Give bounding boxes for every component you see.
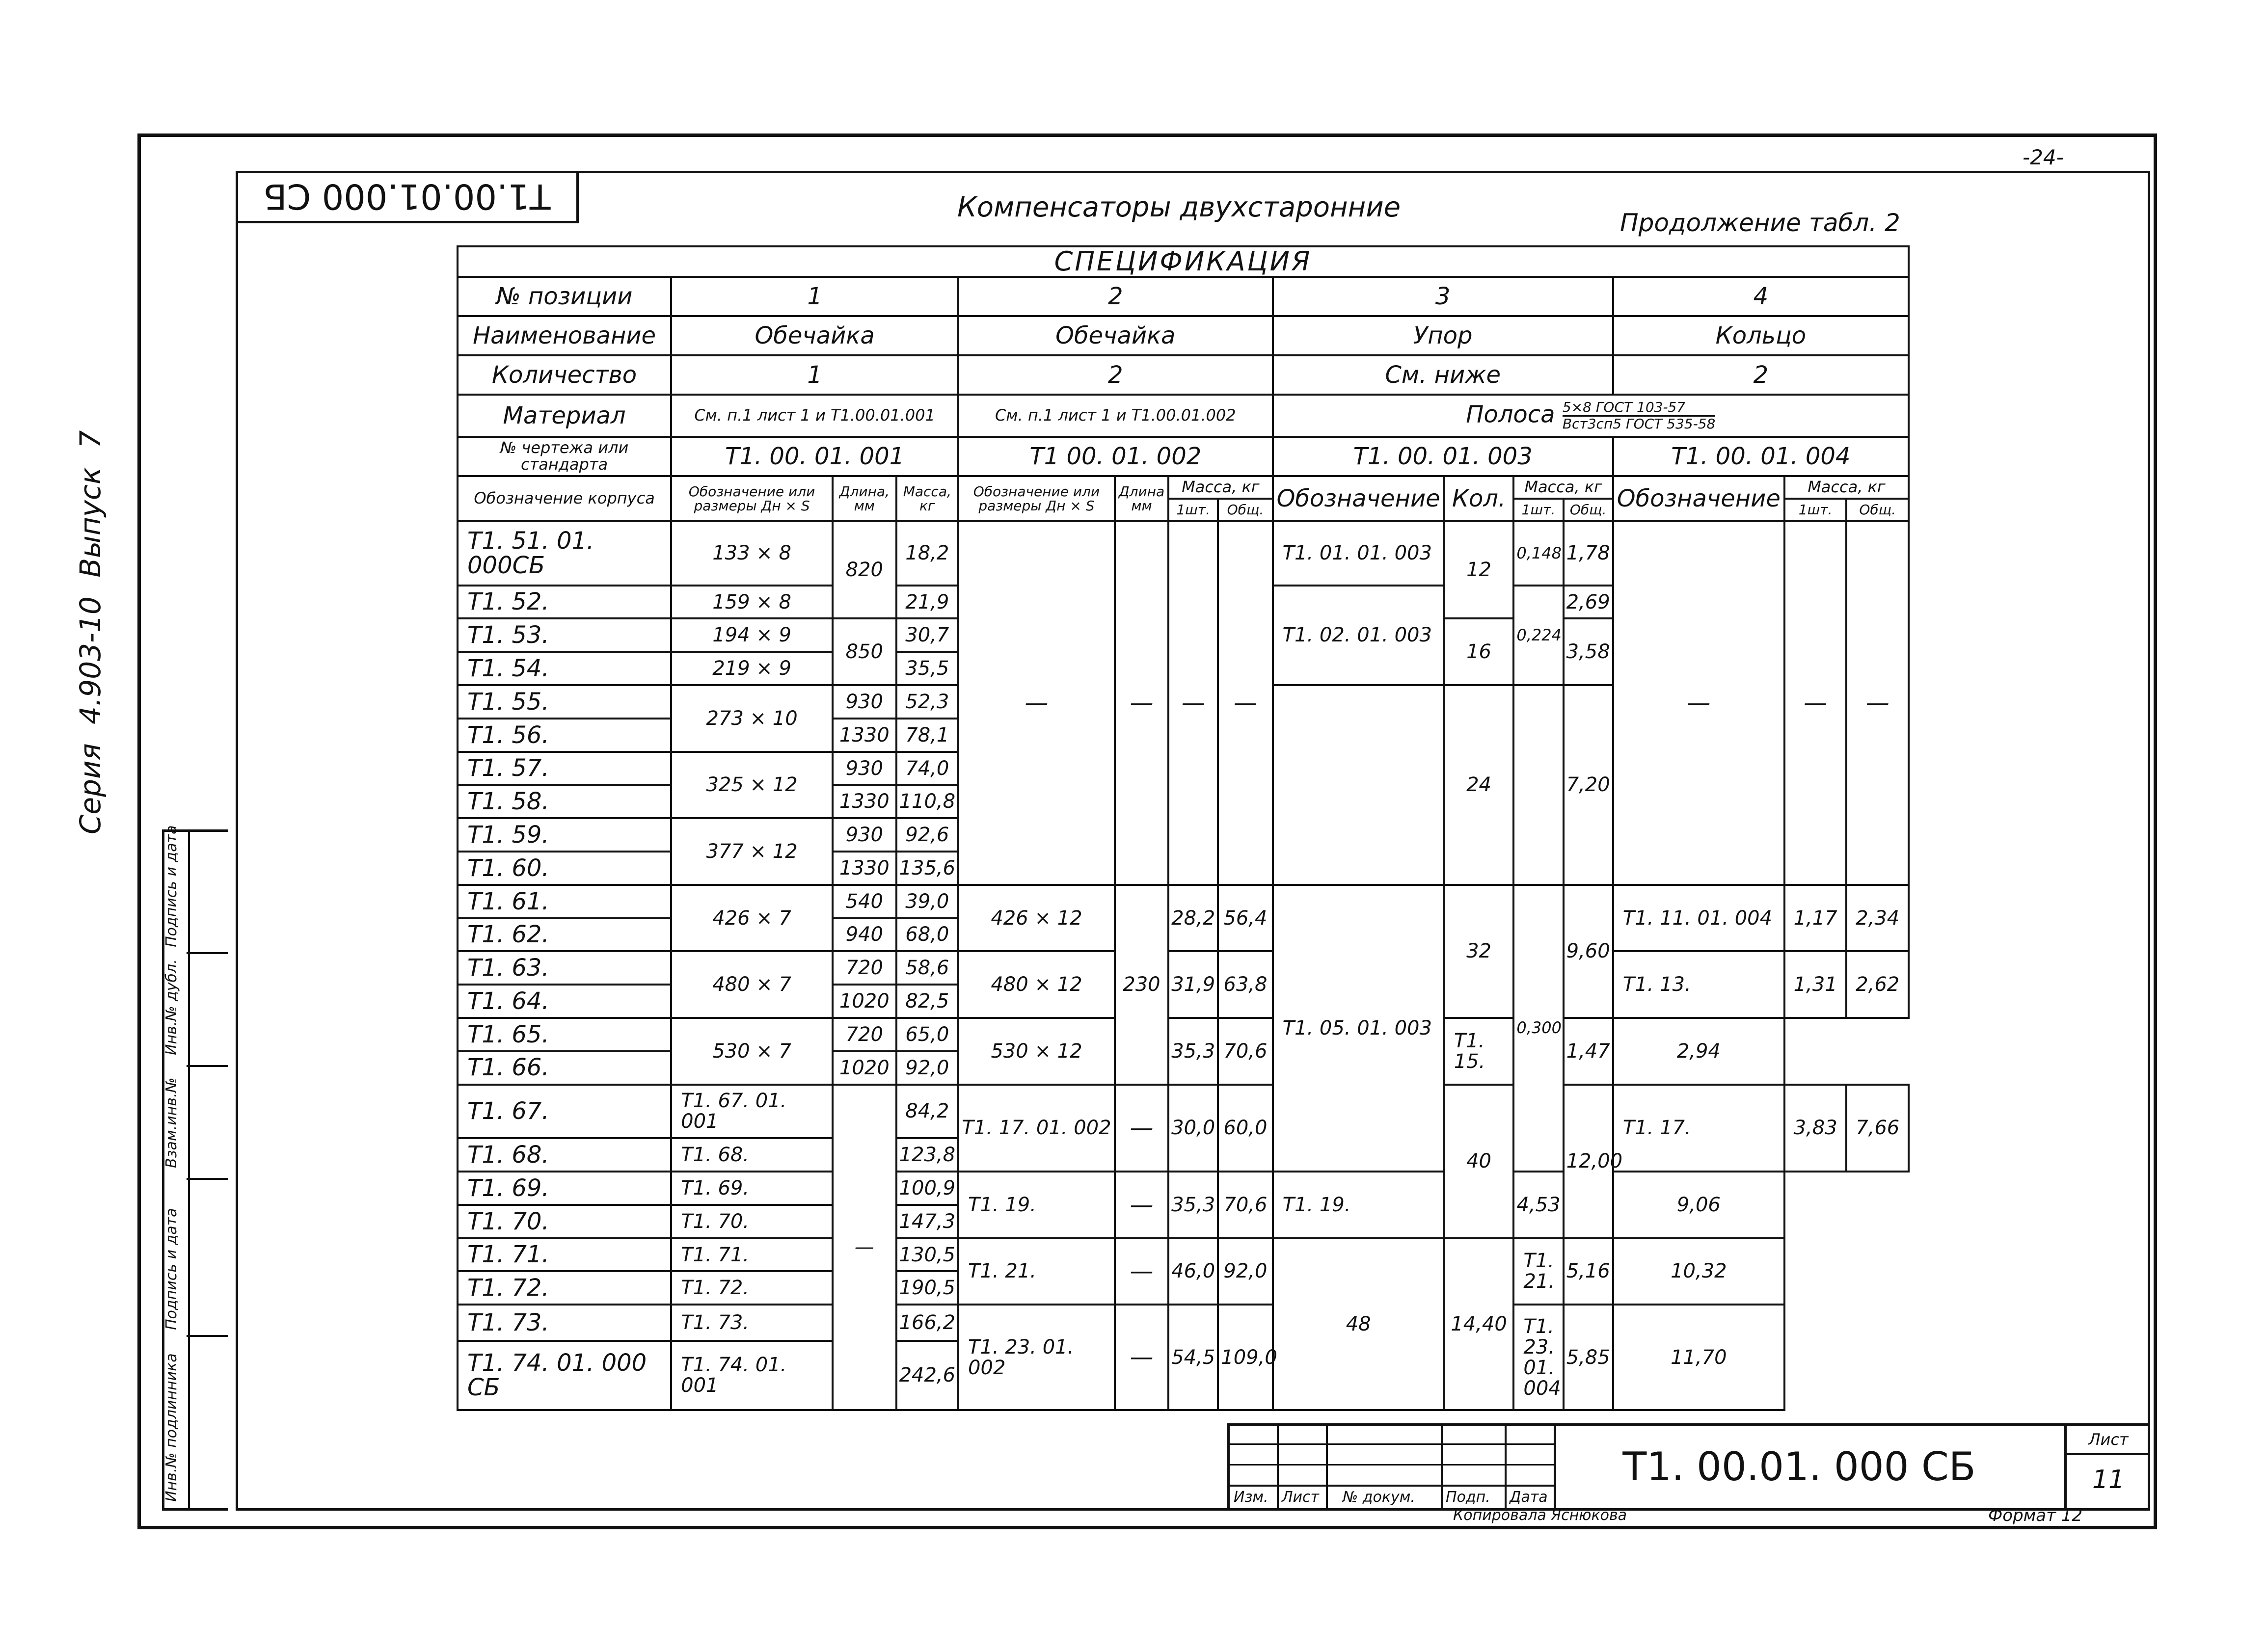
p3-mt: 9,60 [1564, 885, 1613, 1018]
p2-m1: 30,0 [1168, 1085, 1218, 1172]
p1-len: 720 [833, 951, 896, 985]
body-code: Т1. 64. [458, 985, 671, 1018]
p1-desig: Т1. 67. 01. 001 [671, 1085, 833, 1139]
p1-len: — [833, 1085, 896, 1410]
p1-desig: 273 × 10 [671, 685, 833, 752]
body-code: Т1. 56. [458, 719, 671, 752]
pos-1: 1 [671, 277, 958, 316]
p1-desig: 159 × 8 [671, 586, 833, 619]
body-code: Т1. 55. [458, 685, 671, 719]
page-number: -24- [2023, 145, 2064, 169]
p1-mass: 58,6 [896, 951, 958, 985]
p1-mass: 135,6 [896, 852, 958, 885]
p1-len: 1330 [833, 719, 896, 752]
body-code: Т1. 58. [458, 785, 671, 818]
p1-mass: 242,6 [896, 1341, 958, 1410]
material-1: См. п.1 лист 1 и Т1.00.01.001 [671, 395, 958, 437]
p3-desig-empty [1273, 685, 1444, 885]
p2-m1: 35,3 [1168, 1172, 1218, 1238]
p4-m1: 1,31 [1784, 951, 1846, 1018]
body-code: Т1. 68. [458, 1138, 671, 1172]
p2-desig: 426 × 12 [958, 885, 1115, 952]
p2-len: 230 [1115, 885, 1168, 1085]
p4-desig: Т1. 19. [1273, 1172, 1444, 1238]
body-code: Т1. 74. 01. 000 СБ [458, 1341, 671, 1410]
p1-len: 1020 [833, 1051, 896, 1085]
p2-len-dash: — [1115, 1172, 1168, 1238]
p2-mt: 60,0 [1218, 1085, 1272, 1172]
body-code: Т1. 67. [458, 1085, 671, 1139]
h4-mt: Общ. [1846, 499, 1909, 521]
p3-m1: 0,148 [1513, 521, 1563, 586]
body-code: Т1. 59. [458, 818, 671, 852]
p1-desig: 325 × 12 [671, 752, 833, 819]
p2-len-dash: — [1115, 1238, 1168, 1305]
p1-mass: 52,3 [896, 685, 958, 719]
p1-len: 1330 [833, 852, 896, 885]
p4-m1: 3,83 [1784, 1085, 1846, 1172]
p2-desig: Т1. 23. 01. 002 [958, 1305, 1115, 1410]
p2-mt: 56,4 [1218, 885, 1272, 952]
p1-desig: 377 × 12 [671, 818, 833, 885]
body-code: Т1. 66. [458, 1051, 671, 1085]
series-label: Серия 4.903-10 Выпуск 7 [74, 430, 107, 834]
p1-desig: 426 × 7 [671, 885, 833, 952]
body-code: Т1. 69. [458, 1172, 671, 1205]
body-code: Т1. 63. [458, 951, 671, 985]
p1-desig: Т1. 68. [671, 1138, 833, 1172]
p1-len: 820 [833, 521, 896, 618]
p1-desig: Т1. 69. [671, 1172, 833, 1205]
h2-len: Длина мм [1115, 476, 1168, 521]
qty-4: 2 [1613, 355, 1909, 395]
h1-len: Длина, мм [833, 476, 896, 521]
body-code: Т1. 71. [458, 1238, 671, 1272]
body-code: Т1. 54. [458, 652, 671, 685]
p4-desig: Т1. 11. 01. 004 [1613, 885, 1784, 952]
title-block-code: Т1. 00.01. 000 СБ [1622, 1444, 1976, 1490]
p3-qty: 16 [1444, 618, 1514, 685]
p4-mt: 10,32 [1613, 1238, 1784, 1305]
body-code: Т1. 62. [458, 918, 671, 952]
p3-mt: 7,20 [1564, 685, 1613, 885]
p4-desig: Т1. 15. [1444, 1018, 1514, 1085]
side-stamp-dup: Инв.№ дубл. [163, 959, 180, 1055]
body-code: Т1. 51. 01. 000СБ [458, 521, 671, 586]
p4-m1-dash: — [1784, 521, 1846, 885]
p2-len-dash: — [1115, 1305, 1168, 1410]
p1-mass: 68,0 [896, 918, 958, 952]
col-doc: № докум. [1343, 1489, 1415, 1506]
p1-mass: 82,5 [896, 985, 958, 1018]
p1-mass: 18,2 [896, 521, 958, 586]
p4-m1: 1,17 [1784, 885, 1846, 952]
name-3: Упор [1273, 316, 1613, 355]
p3-mt: 3,58 [1564, 618, 1613, 685]
p1-desig: Т1. 70. [671, 1205, 833, 1238]
h1-mass: Масса, кг [896, 476, 958, 521]
body-code: Т1. 53. [458, 618, 671, 652]
p2-m1: 54,5 [1168, 1305, 1218, 1410]
p3-qty: 24 [1444, 685, 1514, 885]
material-3-label: Полоса [1466, 400, 1555, 428]
p1-mass: 78,1 [896, 719, 958, 752]
body-code: Т1. 61. [458, 885, 671, 918]
h1-desig: Обозначение или размеры Дн × S [671, 476, 833, 521]
p4-desig: Т1. 23. 01. 004 [1513, 1305, 1563, 1410]
p2-m1-dash: — [1168, 521, 1218, 885]
label-quantity: Количество [458, 355, 671, 395]
h2-mass: Масса, кг [1168, 476, 1273, 499]
mirrored-stamp-box [238, 172, 579, 223]
p3-desig: Т1. 02. 01. 003 [1273, 586, 1444, 685]
p1-mass: 74,0 [896, 752, 958, 785]
sheet-number: 11 [2092, 1465, 2125, 1494]
h4-desig: Обозначение [1613, 476, 1784, 521]
p4-dash: — [1613, 521, 1784, 885]
body-code: Т1. 52. [458, 586, 671, 619]
p4-mt: 7,66 [1846, 1085, 1909, 1172]
p1-mass: 190,5 [896, 1271, 958, 1305]
p3-qty: 40 [1444, 1085, 1514, 1238]
p2-mt: 63,8 [1218, 951, 1272, 1018]
p4-m1: 5,85 [1564, 1305, 1613, 1410]
qty-1: 1 [671, 355, 958, 395]
label-drawing: № чертежа или стандарта [458, 437, 671, 476]
p2-mt: 109,0 [1218, 1305, 1272, 1410]
name-1: Обечайка [671, 316, 958, 355]
col-sign: Подп. [1446, 1489, 1490, 1506]
p2-m1: 46,0 [1168, 1238, 1218, 1305]
p1-len: 720 [833, 1018, 896, 1051]
h3-desig: Обозначение [1273, 476, 1444, 521]
p1-mass: 92,6 [896, 818, 958, 852]
p1-mass: 92,0 [896, 1051, 958, 1085]
p1-len: 930 [833, 685, 896, 719]
document-title: Компенсаторы двухстаронние [957, 191, 1401, 223]
p4-m1: 4,53 [1513, 1172, 1563, 1238]
name-4: Кольцо [1613, 316, 1909, 355]
p4-desig: Т1. 21. [1513, 1238, 1563, 1305]
pos-4: 4 [1613, 277, 1909, 316]
p1-desig: 530 × 7 [671, 1018, 833, 1085]
sheet-label: Лист [2067, 1426, 2150, 1455]
side-stamp-replace: Взам.инв.№ [163, 1077, 180, 1168]
material-3-top: 5×8 ГОСТ 103-57 [1563, 400, 1716, 417]
h3-mass: Масса, кг [1513, 476, 1613, 499]
h3-m1: 1шт. [1513, 499, 1563, 521]
p3-mt: 14,40 [1444, 1238, 1514, 1410]
p1-len: 930 [833, 818, 896, 852]
material-3-bottom: Вст3сп5 ГОСТ 535-58 [1562, 415, 1716, 432]
p3-qty: 32 [1444, 885, 1514, 1018]
body-code: Т1. 72. [458, 1271, 671, 1305]
p1-desig: 219 × 9 [671, 652, 833, 685]
p1-desig: Т1. 73. [671, 1305, 833, 1340]
p2-desig: 480 × 12 [958, 951, 1115, 1018]
p3-m1: 0,224 [1513, 586, 1563, 685]
label-name: Наименование [458, 316, 671, 355]
p3-qty: 12 [1444, 521, 1514, 618]
p2-dash: — [958, 521, 1115, 885]
p1-mass: 110,8 [896, 785, 958, 818]
pos-3: 3 [1273, 277, 1613, 316]
h4-mass: Масса, кг [1784, 476, 1909, 499]
p2-len-dash: — [1115, 521, 1168, 885]
body-code: Т1. 73. [458, 1305, 671, 1340]
p4-m1: 5,16 [1564, 1238, 1613, 1305]
p3-desig: Т1. 05. 01. 003 [1273, 885, 1444, 1172]
p2-m1: 28,2 [1168, 885, 1218, 952]
p1-mass: 35,5 [896, 652, 958, 685]
p2-mt: 70,6 [1218, 1172, 1272, 1238]
p3-qty: 48 [1273, 1238, 1444, 1410]
label-position: № позиции [458, 277, 671, 316]
body-code: Т1. 57. [458, 752, 671, 785]
copied-by: Копировала Яснюкова [1453, 1507, 1627, 1524]
p3-mt: 2,69 [1564, 586, 1613, 619]
p2-m1: 35,3 [1168, 1018, 1218, 1085]
drawing-1: Т1. 00. 01. 001 [671, 437, 958, 476]
p1-mass: 130,5 [896, 1238, 958, 1272]
sheet-format: Формат 12 [1988, 1506, 2083, 1525]
body-code: Т1. 70. [458, 1205, 671, 1238]
body-code: Т1. 60. [458, 852, 671, 885]
p2-len-dash: — [1115, 1085, 1168, 1172]
p1-desig: 194 × 9 [671, 618, 833, 652]
h2-mt: Общ. [1218, 499, 1272, 521]
side-stamp-sign1: Подпись и дата [163, 1208, 180, 1330]
p3-m1-empty [1513, 685, 1563, 885]
p3-mt: 1,78 [1564, 521, 1613, 586]
p2-mt: 70,6 [1218, 1018, 1272, 1085]
p1-mass: 166,2 [896, 1305, 958, 1340]
p1-desig: Т1. 71. [671, 1238, 833, 1272]
p1-mass: 30,7 [896, 618, 958, 652]
p1-mass: 123,8 [896, 1138, 958, 1172]
p1-mass: 65,0 [896, 1018, 958, 1051]
body-code: Т1. 65. [458, 1018, 671, 1051]
p1-mass: 147,3 [896, 1205, 958, 1238]
drawing-3: Т1. 00. 01. 003 [1273, 437, 1613, 476]
p1-len: 940 [833, 918, 896, 952]
h3-qty: Кол. [1444, 476, 1514, 521]
name-2: Обечайка [958, 316, 1273, 355]
p1-mass: 21,9 [896, 586, 958, 619]
p2-desig: Т1. 17. 01. 002 [958, 1085, 1115, 1172]
p2-desig: Т1. 19. [958, 1172, 1115, 1238]
h2-desig: Обозначение или размеры Дн × S [958, 476, 1115, 521]
col-list: Лист [1282, 1489, 1320, 1506]
p1-desig: 480 × 7 [671, 951, 833, 1018]
p1-mass: 39,0 [896, 885, 958, 918]
material-2: См. п.1 лист 1 и Т1.00.01.002 [958, 395, 1273, 437]
h2-m1: 1шт. [1168, 499, 1218, 521]
col-date: Дата [1510, 1489, 1548, 1506]
spec-title: СПЕЦИФИКАЦИЯ [458, 246, 1909, 277]
p1-len: 930 [833, 752, 896, 785]
p2-mt: 92,0 [1218, 1238, 1272, 1305]
title-block [1227, 1423, 2148, 1508]
p1-mass: 100,9 [896, 1172, 958, 1205]
side-stamp-inv: Инв.№ подлинника [163, 1353, 180, 1502]
col-izm: Изм. [1234, 1489, 1268, 1506]
p1-mass: 84,2 [896, 1085, 958, 1139]
p4-desig: Т1. 13. [1613, 951, 1784, 1018]
p4-mt: 2,62 [1846, 951, 1909, 1018]
qty-2: 2 [958, 355, 1273, 395]
p2-desig: 530 × 12 [958, 1018, 1115, 1085]
h4-m1: 1шт. [1784, 499, 1846, 521]
p3-mt: 12,00 [1564, 1085, 1613, 1238]
p4-m1: 1,47 [1564, 1018, 1613, 1085]
p2-m1: 31,9 [1168, 951, 1218, 1018]
h3-mt: Общ. [1564, 499, 1613, 521]
mirrored-stamp-code: Т1.00.01.000 СБ [263, 176, 551, 216]
p2-mt-dash: — [1218, 521, 1272, 885]
p4-mt: 9,06 [1613, 1172, 1784, 1238]
p1-desig: 133 × 8 [671, 521, 833, 586]
p1-len: 850 [833, 618, 896, 685]
p2-desig: Т1. 21. [958, 1238, 1115, 1305]
p4-mt-dash: — [1846, 521, 1909, 885]
p4-mt: 2,34 [1846, 885, 1909, 952]
p1-len: 540 [833, 885, 896, 918]
p1-len: 1330 [833, 785, 896, 818]
p1-desig: Т1. 72. [671, 1271, 833, 1305]
p4-desig: Т1. 17. [1613, 1085, 1784, 1172]
pos-2: 2 [958, 277, 1273, 316]
p4-mt: 11,70 [1613, 1305, 1784, 1410]
table-continuation: Продолжение табл. 2 [1620, 209, 1900, 237]
p1-len: 1020 [833, 985, 896, 1018]
p3-desig: Т1. 01. 01. 003 [1273, 521, 1444, 586]
p1-desig: Т1. 74. 01. 001 [671, 1341, 833, 1410]
label-material: Материал [458, 395, 671, 437]
p4-mt: 2,94 [1613, 1018, 1784, 1085]
material-3 [1273, 395, 1909, 437]
specification-table [457, 245, 1910, 1411]
label-body: Обозначение корпуса [458, 476, 671, 521]
drawing-4: Т1. 00. 01. 004 [1613, 437, 1909, 476]
p3-m1: 0,300 [1513, 885, 1563, 1172]
qty-3: См. ниже [1273, 355, 1613, 395]
side-stamp-sign2: Подпись и дата [163, 825, 180, 947]
drawing-2: Т1 00. 01. 002 [958, 437, 1273, 476]
